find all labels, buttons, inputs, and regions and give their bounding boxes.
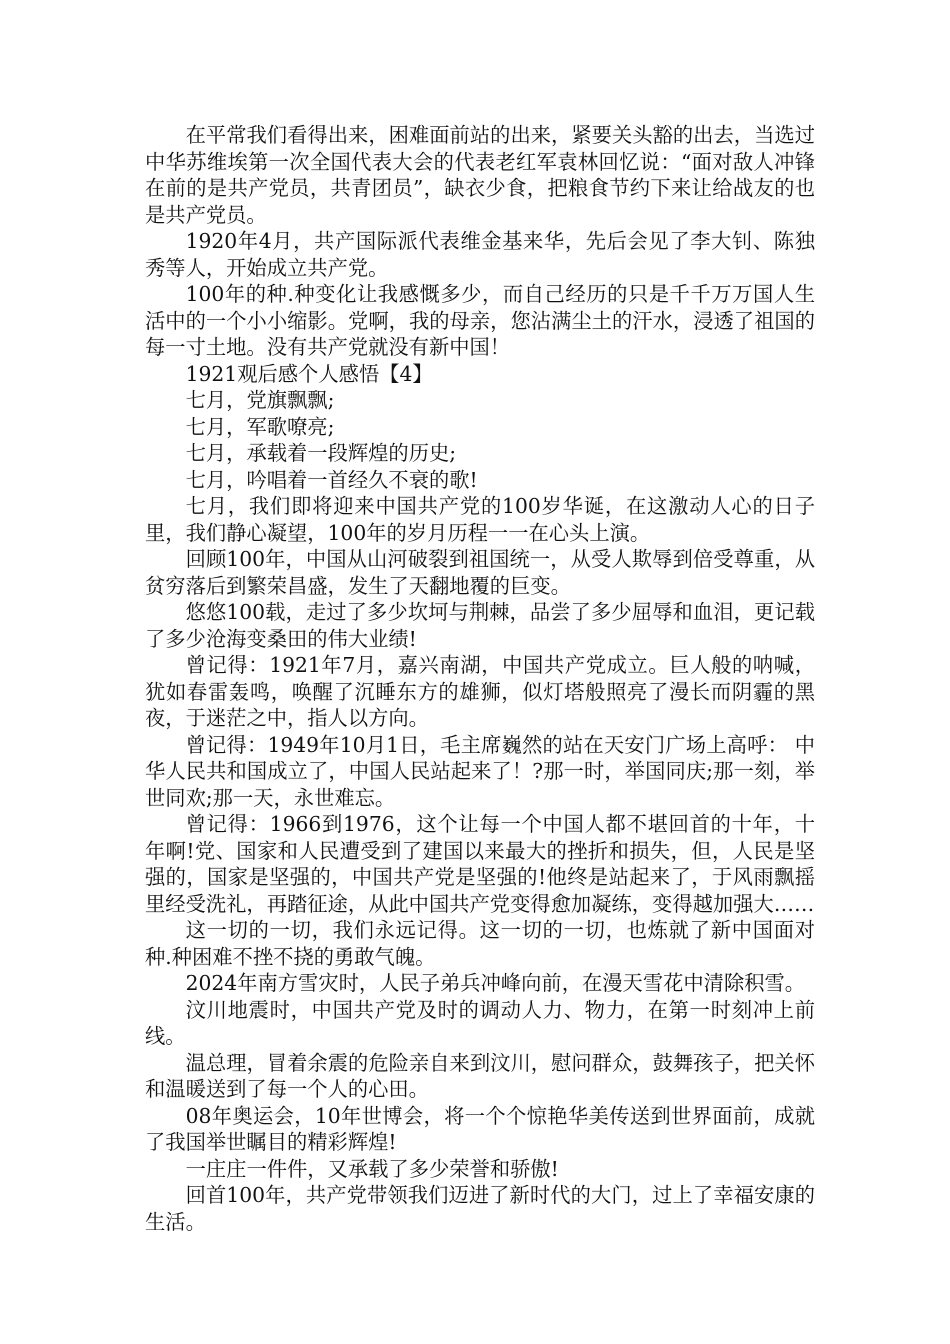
paragraph: 在平常我们看得出来，困难面前站的出来，紧要关头豁的出去，当选过中华苏维埃第一次全国代表大会的代表老红军袁林回忆说：“面对敌人冲锋在前的是共产党员，共青团员”，缺衣少食，把粮食节约下来让给战友的也是共产党员。: [145, 123, 815, 227]
document-body: [145, 122, 815, 1235]
paragraph: 七月，承载着一段辉煌的历史;: [185, 441, 457, 465]
paragraph: 一庄庄一件件，又承载了多少荣誉和骄傲!: [185, 1156, 559, 1181]
paragraph: 08年奥运会，10年世博会，将一个个惊艳华美传送到世界面前，成就了我国举世瞩目的精彩辉煌!: [145, 1103, 815, 1154]
paragraph: 七月，党旗飘飘;: [185, 388, 335, 412]
paragraph: 曾记得：1949年10月1日，毛主席巍然的站在天安门广场上高呼： 中华人民共和国成立了，中国人民站起来了！?那一时，举国同庆;那一刻，举世同欢;那一天，永世难忘。: [145, 732, 815, 810]
section-heading: 1921观后感个人感悟【4】: [185, 361, 433, 386]
paragraph: 回顾100年，中国从山河破裂到祖国统一，从受人欺辱到倍受尊重，从贫穷落后到繁荣昌盛，发生了天翻地覆的巨变。: [145, 547, 815, 598]
paragraph: 七月，吟唱着一首经久不衰的歌!: [185, 467, 478, 492]
paragraph: 温总理，冒着余震的危险亲自来到汶川，慰问群众，鼓舞孩子，把关怀和温暖送到了每一个人的心田。: [145, 1050, 815, 1101]
paragraph: 这一切的一切，我们永远记得。这一切的一切，也炼就了新中国面对种.种困难不挫不挠的勇敢气魄。: [145, 918, 815, 969]
paragraph: 七月，军歌嘹亮;: [185, 414, 335, 439]
paragraph: 七月，我们即将迎来中国共产党的100岁华诞，在这激动人心的日子里，我们静心凝望，100年的岁月历程一一在心头上演。: [145, 494, 815, 545]
paragraph: 回首100年，共产党带领我们迈进了新时代的大门，过上了幸福安康的生活。: [145, 1183, 815, 1234]
paragraph: 汶川地震时，中国共产党及时的调动人力、物力，在第一时刻冲上前线。: [145, 997, 815, 1048]
paragraph: 1920年4月，共产国际派代表维金基来华，先后会见了李大钊、陈独秀等人，开始成立共产党。: [145, 229, 815, 280]
paragraph: 悠悠100载，走过了多少坎坷与荆棘，品尝了多少屈辱和血泪，更记载了多少沧海变桑田的伟大业绩!: [145, 600, 815, 651]
paragraph: 曾记得：1966到1976，这个让每一个中国人都不堪回首的十年，十年啊!党、国家和人民遭受到了建国以来最大的挫折和损失，但，人民是坚强的，国家是坚强的，中国共产党是坚强的!他终是站起来了，于风雨飘摇里经受洗礼，再踏征途，从此中国共产党变得愈加凝练，变得越加强大……: [145, 812, 815, 916]
paragraph: 曾记得：1921年7月，嘉兴南湖，中国共产党成立。巨人般的呐喊，犹如春雷轰鸣，唤醒了沉睡东方的雄狮，似灯塔般照亮了漫长而阴霾的黑夜，于迷茫之中，指人以方向。: [145, 653, 815, 730]
paragraph: 2024年南方雪灾时，人民子弟兵冲峰向前，在漫天雪花中清除积雪。: [185, 971, 806, 995]
paragraph: 100年的种.种变化让我感慨多少，而自己经历的只是千千万万国人生活中的一个小小缩影。党啊，我的母亲，您沾满尘土的汗水，浸透了祖国的每一寸土地。没有共产党就没有新中国！: [145, 282, 815, 359]
